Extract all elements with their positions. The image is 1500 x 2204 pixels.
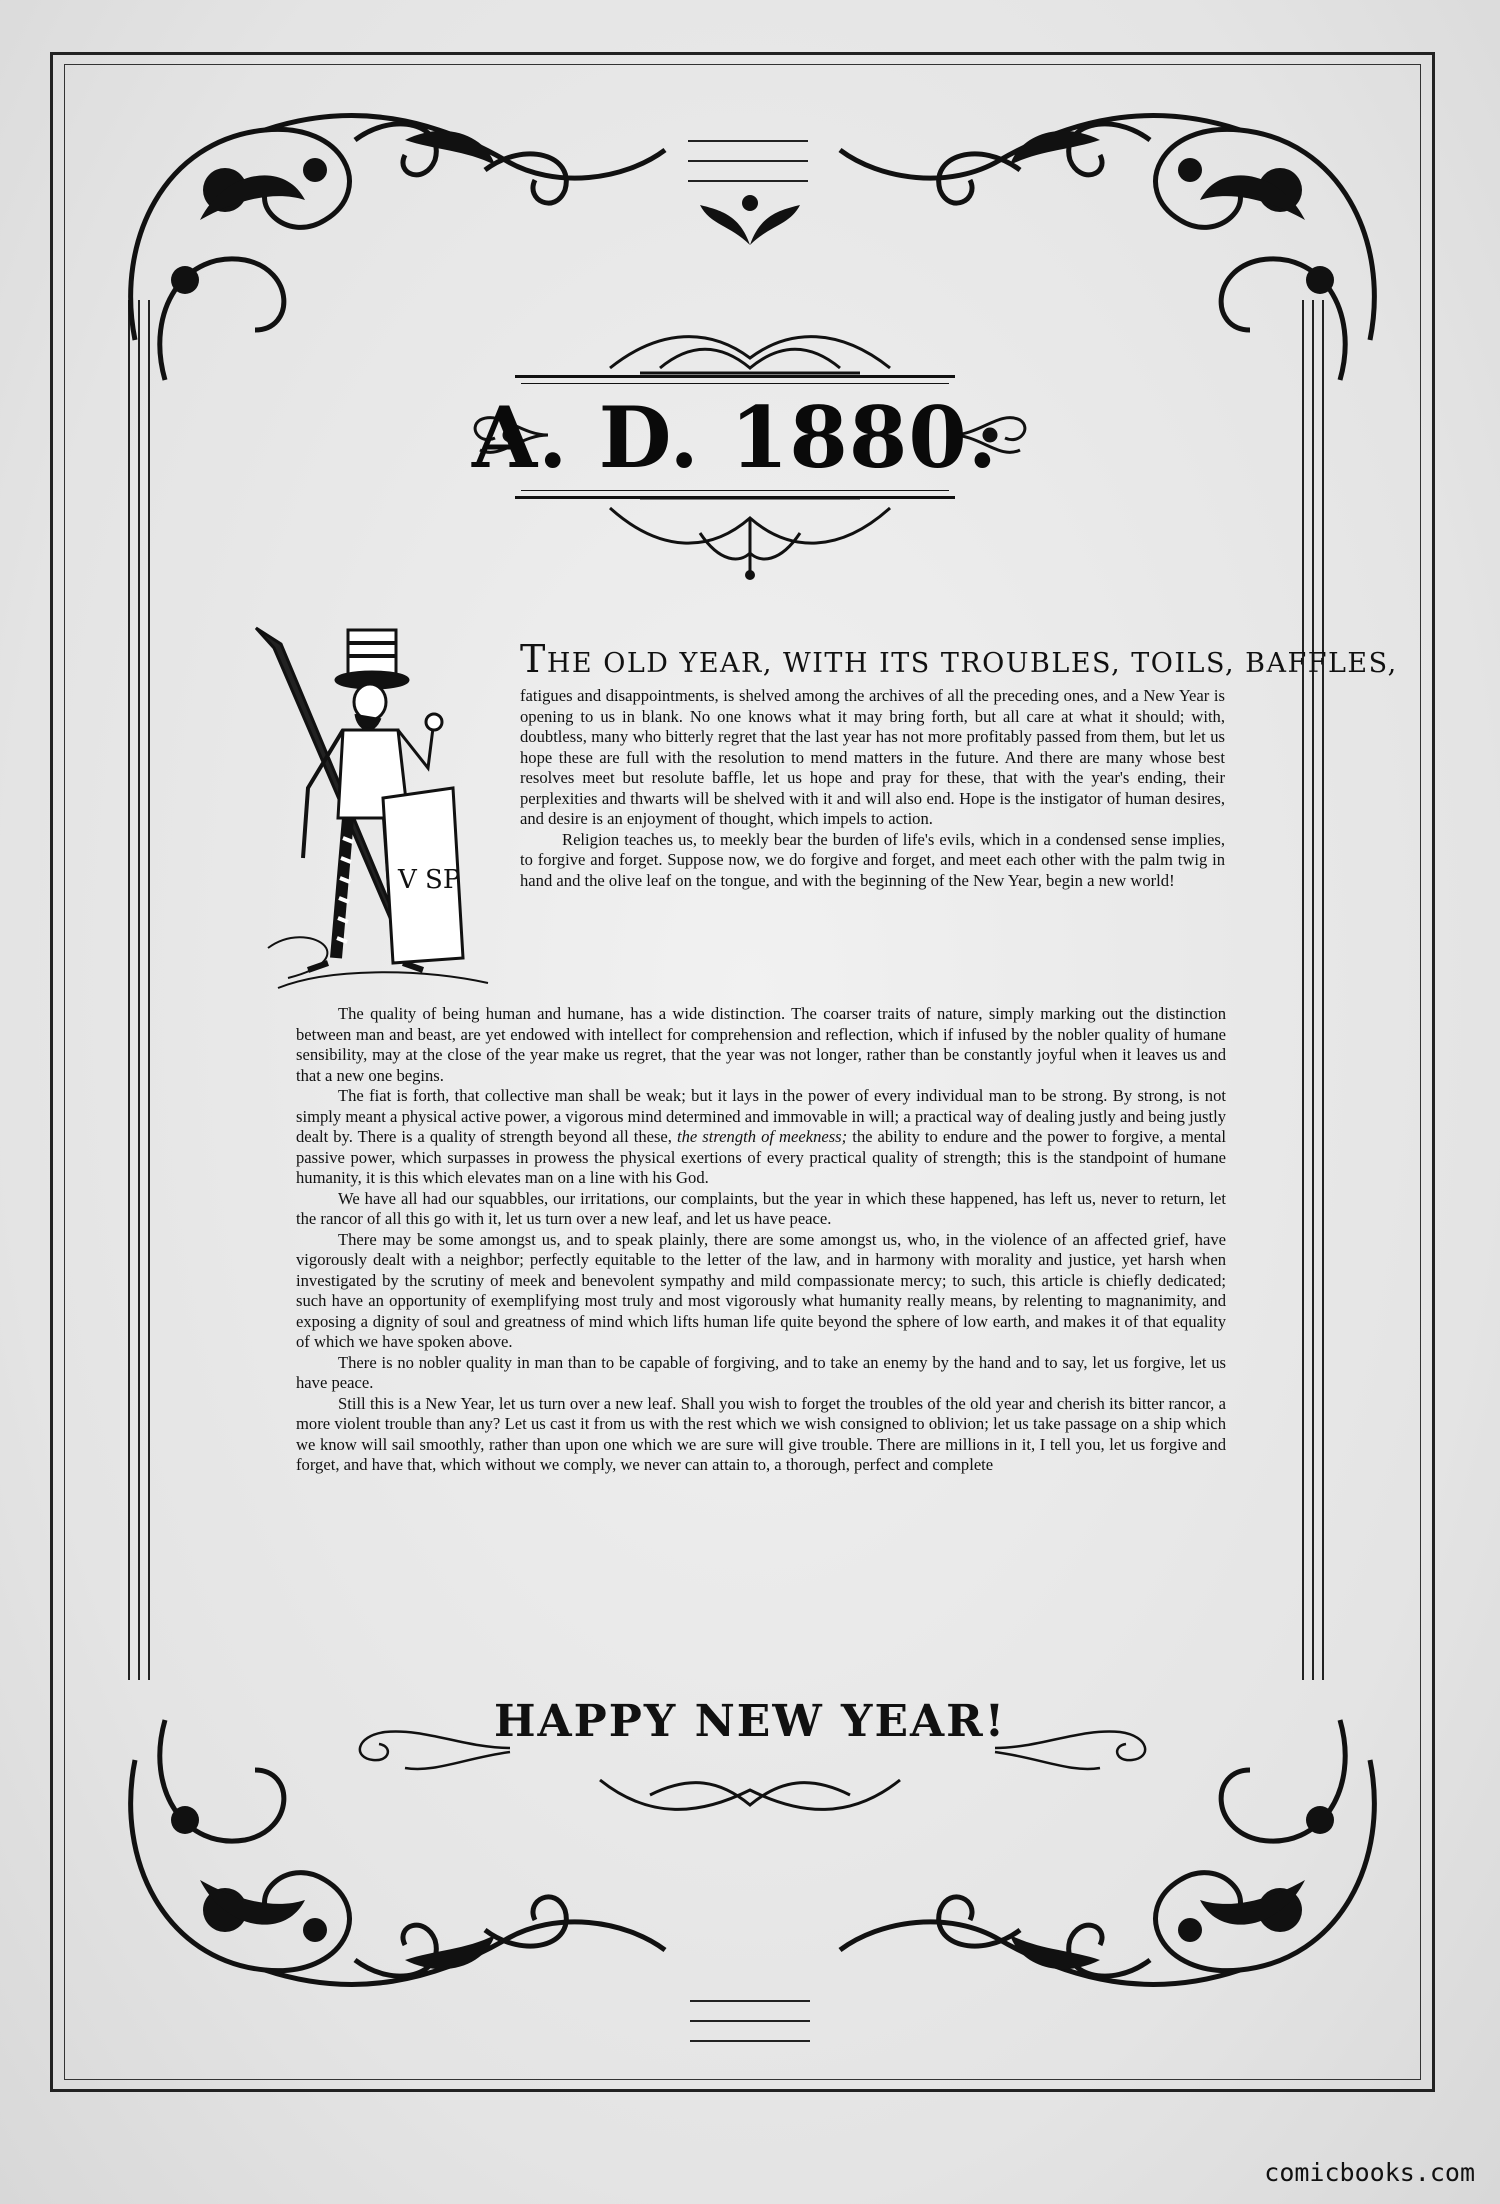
top-left-scroll-ornament — [105, 80, 665, 420]
right-rule-3 — [1322, 300, 1324, 1680]
happy-new-year-banner: HAPPY NEW YEAR! — [493, 1696, 1007, 1747]
page-title: A. D. 1880. — [471, 387, 999, 487]
top-cartouche-bar — [688, 140, 808, 142]
paragraph: We have all had our squabbles, our irritations, our complaints, but the year in which these happened, has left us, never to return, let the rancor of all this go with it, let us turn over a new leaf, and let us have peace. — [296, 1188, 1226, 1228]
paragraph: There may be some amongst us, and to speak plainly, there are some amongst us, who, in the violence of an affected grief, have vigorously dealt with a neighbor; perfectly equitable to the letter of the law, and in harmony with morality and justice, yet harsh when investigated by the scrutiny of meek and benevolent sympathy and mild compassionate mercy; to such, this article is chiefly dedicated; such have an opportunity of exemplifying most truly and most vigorously what humanity really means, by relenting to magnanimity, and exposing a dignity of soul and greatness of mind which lifts human life quite beyond the sphere of low earth, and makes it of that equality of which we have spoken above. — [296, 1229, 1226, 1351]
uncle-sam-illustration — [248, 618, 503, 1006]
right-rule-2 — [1312, 300, 1314, 1680]
title-box — [471, 375, 999, 499]
paragraph-strength — [296, 1086, 1226, 1189]
paragraph: fatigues and disappointments, is shelved among the archives of all the preceding ones, and a New Year is opening to us in blank. No one knows what it may bring forth, but all care at what it should; with, doubtless, many who bitterly regret that the last year has not more profitably passed from them, but let us hope these are full with the resolution to mend matters in the future. And there are many whose best resolves meet but resolute baffle, let us hope and pray for these, that with the year's ending, their perplexities and thwarts will be shelved with it and will also end. Hope is the instigator of human desires, and desire is an enjoyment of thought, which impels to action. — [520, 686, 1225, 828]
bottom-cartouche-bar — [690, 2000, 810, 2002]
narrow-text-column — [520, 686, 1225, 891]
strength-tail: the ability to endure and the power to forgive, a mental passive power, which surpasses in prowess the physical exertions of every practical quality of strength; this is the standpoint of humane humanity, it is this which elevates man on a line with his God. — [296, 1127, 1226, 1187]
right-rule-1 — [1302, 300, 1304, 1680]
top-cartouche-bar — [688, 180, 808, 182]
top-right-scroll-ornament — [840, 80, 1400, 420]
watermark: comicbooks.com — [1264, 2158, 1475, 2187]
left-rule-3 — [148, 300, 150, 1680]
bottom-cartouche-bar — [690, 2020, 810, 2022]
left-rule-2 — [138, 300, 140, 1680]
title-top-flourish — [600, 318, 900, 378]
paragraph: Still this is a New Year, let us turn over a new leaf. Shall you wish to forget the troubles of the old year and cherish its bitter rancor, a more violent trouble than any? Let us cast it from us with the rest which we wish consigned to oblivion; let us take passage on a ship which we know will sail smoothly, rather than upon one which we are sure will give trouble. There are millions in it, I tell you, let us forgive and forget, and have that, which without we comply, we never can attain to, a thorough, perfect and complete — [296, 1393, 1226, 1474]
tombstone-lettering: V SP — [398, 865, 461, 895]
wide-text-column — [296, 1004, 1226, 1476]
bottom-cartouche-bar — [690, 2040, 810, 2042]
meekness-phrase: the strength of meekness; — [676, 1127, 848, 1146]
left-rule-1 — [128, 300, 130, 1680]
title-bottom-flourish — [600, 493, 900, 583]
lead-line-text: HE OLD YEAR, WITH ITS TROUBLES, TOILS, BAFFLES, — [546, 648, 1398, 679]
paragraph: There is no nobler quality in man than to be capable of forgiving, and to take an enemy by the hand and to say, let us forgive, let us have peace. — [296, 1352, 1226, 1392]
paragraph: The quality of being human and humane, has a wide distinction. The coarser traits of nature, simply marking out the distinction between man and beast, are yet endowed with intellect for comprehension and reflection, which if infused by the nobler quality of humane sensibility, may at the close of the year make us regret, that the year was not longer, rather than be constantly joyful when it leaves us and that a new one begins. — [296, 1004, 1226, 1085]
closing-bottom-flourish — [590, 1760, 910, 1830]
top-cartouche-bar — [688, 160, 808, 162]
lead-line — [520, 637, 1398, 681]
top-center-fleuron — [690, 185, 810, 255]
drop-cap: T — [520, 637, 547, 681]
paragraph: Religion teaches us, to meekly bear the burden of life's evils, which in a condensed sense implies, to forgive and forget. Suppose now, we do forgive and forget, and meet each other with the palm twig in hand and the olive leaf on the tongue, and with the beginning of the New Year, begin a new world! — [520, 829, 1225, 890]
strength-lead: The fiat is forth, that collective man shall be weak; but it lays in the power of every individual man to be strong. By strong, is not simply meant a physical active power, a vigorous mind determined and immovable in will; a practical way of dealing justly and being justly dealt by. There is a quality of strength beyond all these, — [296, 1086, 1226, 1146]
